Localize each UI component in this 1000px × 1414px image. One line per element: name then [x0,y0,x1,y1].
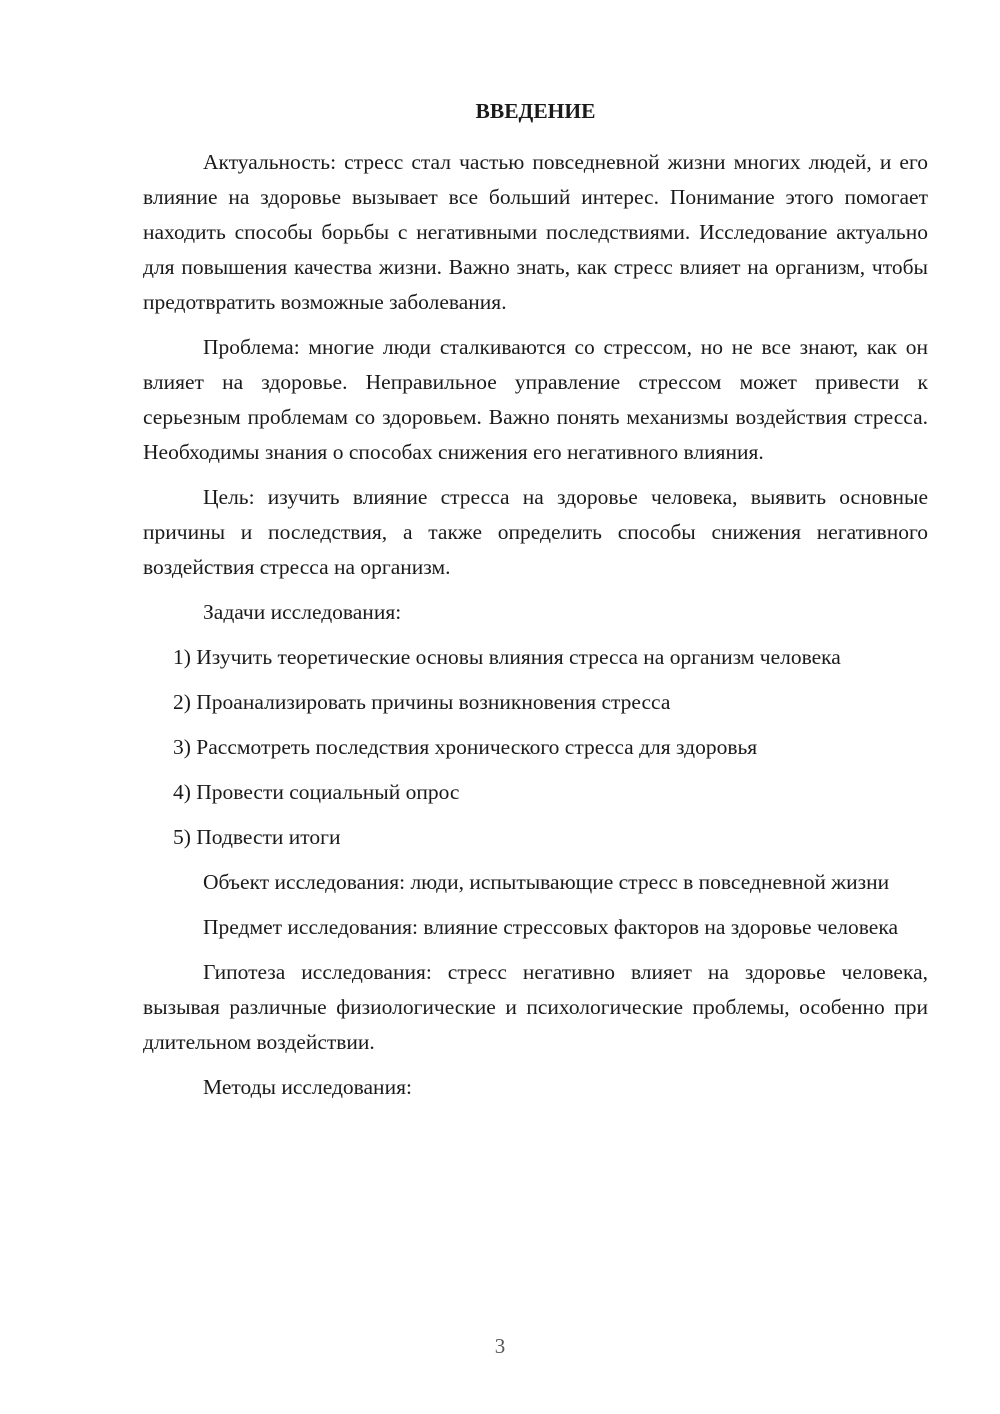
relevance-paragraph: Актуальность: стресс стал частью повседневной жизни многих людей, и его влияние на здоровье вызывает все больший интерес. Понимание этого помогает находить способы борьбы с негативными последствиями. Исследование актуально для повышения качества жизни. Важно знать, как стресс влияет на организм, чтобы предотвратить возможные заболевания. [143,150,928,314]
page-number: 3 [494,1334,506,1358]
document-page [143,97,928,1115]
subject-paragraph: Предмет исследования: влияние стрессовых факторов на здоровье человека [203,915,899,939]
tasks-title: Задачи исследования: [203,600,402,624]
hypothesis-paragraph: Гипотеза исследования: стресс негативно влияет на здоровье человека, вызывая различные физиологические и психологические проблемы, особенно при длительном воздействии. [143,960,928,1054]
task-item-4: 4) Провести социальный опрос [173,780,460,804]
methods-title: Методы исследования: [203,1075,412,1099]
task-item-2: 2) Проанализировать причины возникновения стресса [173,690,671,714]
task-item-3: 3) Рассмотреть последствия хронического стресса для здоровья [173,735,758,759]
goal-paragraph: Цель: изучить влияние стресса на здоровье человека, выявить основные причины и последствия, а также определить способы снижения негативного воздействия стресса на организм. [143,485,928,579]
page-title: ВВЕДЕНИЕ [475,99,596,123]
task-item-1: 1) Изучить теоретические основы влияния стресса на организм человека [173,645,841,669]
problem-paragraph: Проблема: многие люди сталкиваются со стрессом, но не все знают, как он влияет на здоровье. Неправильное управление стрессом может привести к серьезным проблемам со здоровьем. Важно понять механизмы воздействия стресса. Необходимы знания о способах снижения его негативного влияния. [143,335,928,464]
object-paragraph: Объект исследования: люди, испытывающие стресс в повседневной жизни [203,870,890,894]
task-item-5: 5) Подвести итоги [173,825,341,849]
